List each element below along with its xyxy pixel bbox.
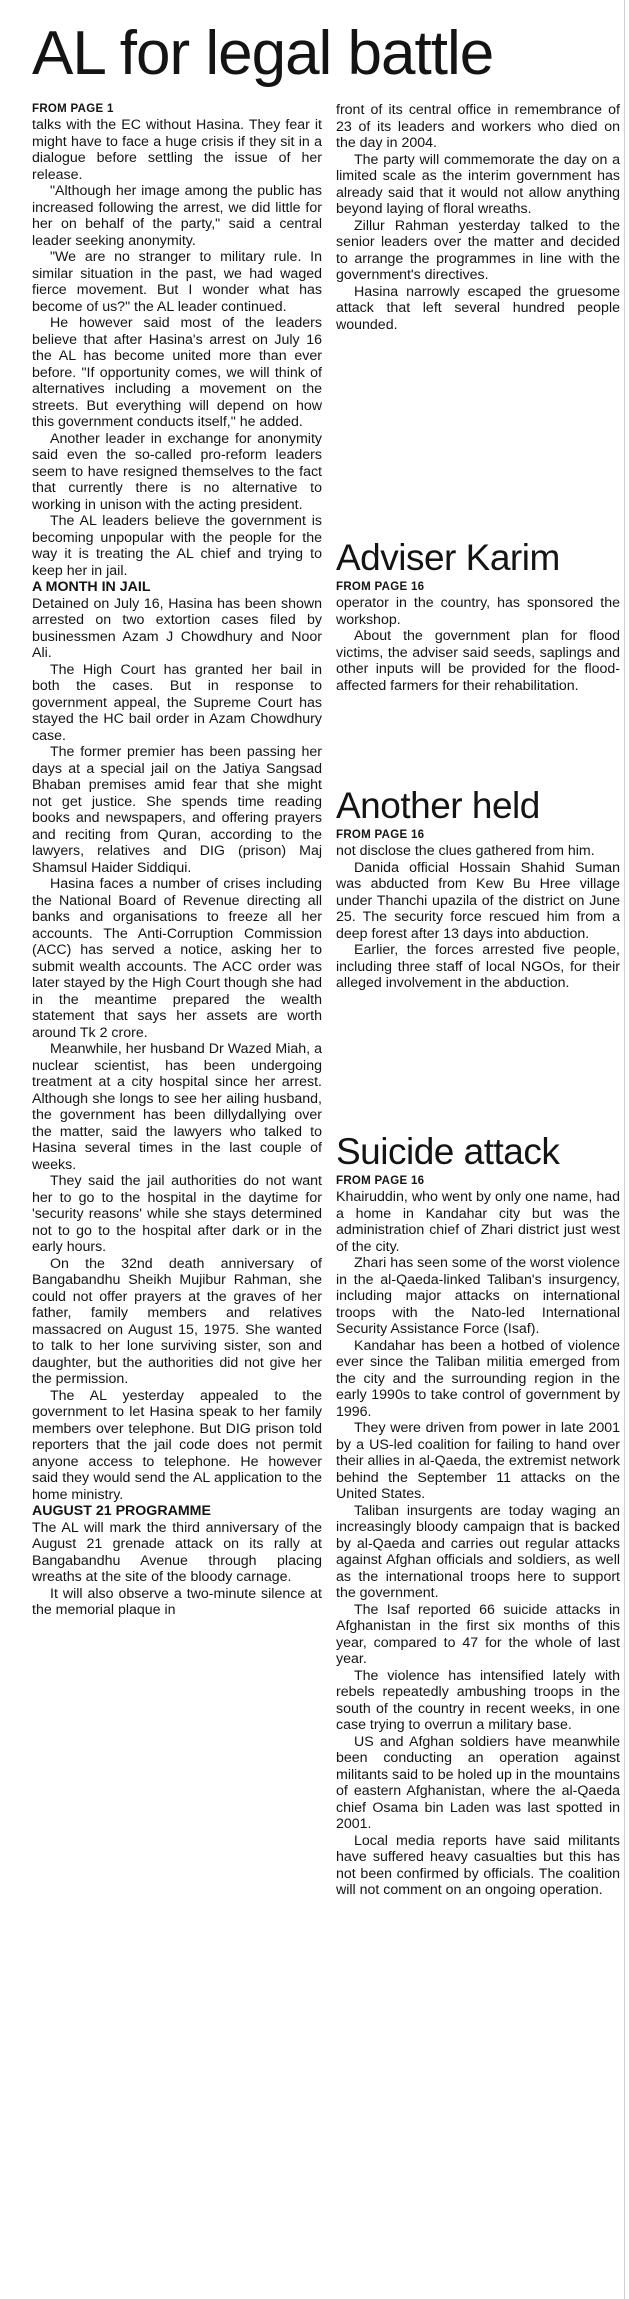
story-headline: Suicide attack — [336, 1131, 560, 1172]
paragraph: Danida official Hossain Shahid Suman was abducted from Kew Bu Hree village under Thanchi upazila of the district on June 25. The security force rescued him from a deep forest after 13 days into abduction. — [336, 859, 620, 942]
paragraph: Zhari has seen some of the worst violence in the al-Qaeda-linked Taliban's insurgency, including major attacks on international troops with the Nato-led International Security Assistance Force (Isaf). — [336, 1255, 620, 1337]
story-headline: Adviser Karim — [336, 537, 560, 578]
paragraph: They said the jail authorities do not want her to go to the hospital in the daytime for 'security reasons' while she stays determined not to go to the hospital after dark or in the early hours. — [32, 1173, 322, 1255]
paragraph: Zillur Rahman yesterday talked to the senior leaders over the matter and decided to arrange the programmes in line with the government's directives. — [336, 217, 620, 283]
paragraph: The AL leaders believe the government is becoming unpopular with the people for the way it is treating the AL chief and trying to keep her in jail. — [32, 513, 322, 579]
paragraph: "Although her image among the public has increased following the arrest, we did little for her on behalf of the party," said a central leader seeking anonymity. — [32, 183, 322, 249]
paragraph: They were driven from power in late 2001 by a US-led coalition for failing to hand over their allies in al-Qaeda, the extremist network behind the September 11 attacks on the United States. — [336, 1420, 620, 1502]
story-from-page: FROM PAGE 16 — [336, 829, 425, 841]
paragraph: The High Court has granted her bail in both the cases. But in response to government appeal, the Supreme Court has stayed the HC bail order in Azam Chowdhury case. — [32, 661, 322, 744]
suicide-attack-story — [336, 1130, 620, 1899]
paragraph: The AL yesterday appealed to the government to let Hasina speak to her family members over telephone. But DIG prison told reporters that the jail code does not permit anyone access to telephone. He however said they would send the AL application to the home ministry. — [32, 1387, 322, 1503]
paragraph: He however said most of the leaders believe that after Hasina's arrest on July 16 the AL has become united more than ever before. "If opportunity comes, we will think of alternatives including a movement on the streets. But everything will depend on how this government conducts itself," he added. — [32, 315, 322, 430]
paragraph: US and Afghan soldiers have meanwhile been conducting an operation against militants said to be holed up in the mountains of eastern Afghanistan, where the al-Qaeda chief Osama bin Laden was last spotted in 2001. — [336, 1733, 620, 1832]
paragraph: On the 32nd death anniversary of Bangabandhu Sheikh Mujibur Rahman, she could not offer prayers at the graves of her father, family members and relatives massacred on August 15, 1975. She wanted to talk to her lone surviving sister, son and daughter, but the authorities did not give her the permission. — [32, 1255, 322, 1387]
paragraph: Hasina faces a number of crises including the National Board of Revenue directing all banks and organisations to freeze all her accounts. The Anti-Corruption Commission (ACC) has served a notice, asking her to submit wealth accounts. The ACC order was later stayed by the High Court though she had in the meantime prepared the wealth statement that says her assets are worth around Tk 2 crore. — [32, 876, 322, 1041]
paragraph: Kandahar has been a hotbed of violence ever since the Taliban militia emerged from the city and the surrounding region in the early 1990s to take control of government by 1996. — [336, 1337, 620, 1420]
paragraph: Khairuddin, who went by only one name, had a home in Kandahar city but was the administration chief of Zhari district just west of the city. — [336, 1189, 620, 1255]
adviser-karim-story — [336, 536, 620, 694]
paragraph: The former premier has been passing her days at a special jail on the Jatiya Sangsad Bhaban premises amid fear that she might not get justice. She spends time reading books and newspapers, and offering prayers and reciting from Quran, according to the lawyers, relatives and DIG (prison) Maj Shamsul Haider Siddiqui. — [32, 744, 322, 876]
paragraph: front of its central office in remembrance of 23 of its leaders and workers who died on the day in 2004. — [336, 102, 620, 151]
paragraph: Earlier, the forces arrested five people, including three staff of local NGOs, for their alleged involvement in the abduction. — [336, 942, 620, 991]
paragraph: operator in the country, has sponsored the workshop. — [336, 595, 620, 628]
subhead-august-21: AUGUST 21 PROGRAMME — [32, 1503, 211, 1519]
story-headline: Another held — [336, 785, 540, 826]
paragraph: Taliban insurgents are today waging an increasingly bloody campaign that is backed by al-Qaeda and carries out regular attacks against Afghan officials and soldiers, as well as the international troops here to support the government. — [336, 1502, 620, 1601]
paragraph: Meanwhile, her husband Dr Wazed Miah, a nuclear scientist, has been undergoing treatment at a city hospital since her arrest. Although she longs to see her ailing husband, the government has been dillydallying over the matter, said the lawyers who talked to Hasina several times in the last couple of weeks. — [32, 1041, 322, 1173]
paragraph: "We are no stranger to military rule. In similar situation in the past, we had waged fierce movement. But I wonder what has become of us?" the AL leader continued. — [32, 249, 322, 315]
column-rule — [624, 0, 625, 2299]
main-story-left-column — [32, 102, 322, 1619]
paragraph: The party will commemorate the day on a limited scale as the interim government has already said that it would not allow anything beyond laying of floral wreaths. — [336, 151, 620, 217]
main-from-page: FROM PAGE 1 — [32, 103, 114, 115]
story-from-page: FROM PAGE 16 — [336, 581, 425, 593]
paragraph: Another leader in exchange for anonymity said even the so-called pro-reform leaders seem to have resigned themselves to the fact that currently there is no alternative to working in unison with the acting president. — [32, 430, 322, 513]
paragraph: Hasina narrowly escaped the gruesome attack that left several hundred people wounded. — [336, 283, 620, 333]
main-story-continuation — [336, 102, 620, 333]
main-headline: AL for legal battle — [32, 19, 494, 88]
paragraph: The AL will mark the third anniversary of the August 21 grenade attack on its rally at Bangabandhu Avenue through placing wreaths at the site of the bloody carnage. — [32, 1519, 322, 1585]
paragraph: The violence has intensified lately with rebels repeatedly ambushing troops in the south of the country in recent weeks, in one case trying to overrun a military base. — [336, 1667, 620, 1733]
paragraph: The Isaf reported 66 suicide attacks in Afghanistan in the first six months of this year, compared to 47 for the whole of last year. — [336, 1601, 620, 1667]
paragraph: Local media reports have said militants have suffered heavy casualties but this has not been confirmed by officials. The coalition will not comment on an ongoing operation. — [336, 1832, 620, 1898]
paragraph: not disclose the clues gathered from him. — [336, 843, 595, 859]
another-held-story — [336, 784, 620, 992]
paragraph: It will also observe a two-minute silence at the memorial plaque in — [32, 1585, 322, 1618]
paragraph: talks with the EC without Hasina. They fear it might have to face a huge crisis if they sit in a dialogue before settling the issue of her release. — [32, 117, 322, 183]
subhead-month-in-jail: A MONTH IN JAIL — [32, 579, 151, 595]
paragraph: About the government plan for flood victims, the adviser said seeds, saplings and other inputs will be provided for the flood-affected farmers for their rehabilitation. — [336, 628, 620, 694]
paragraph: Detained on July 16, Hasina has been shown arrested on two extortion cases filed by businessmen Azam J Chowdhury and Noor Ali. — [32, 595, 322, 661]
story-from-page: FROM PAGE 16 — [336, 1175, 425, 1187]
